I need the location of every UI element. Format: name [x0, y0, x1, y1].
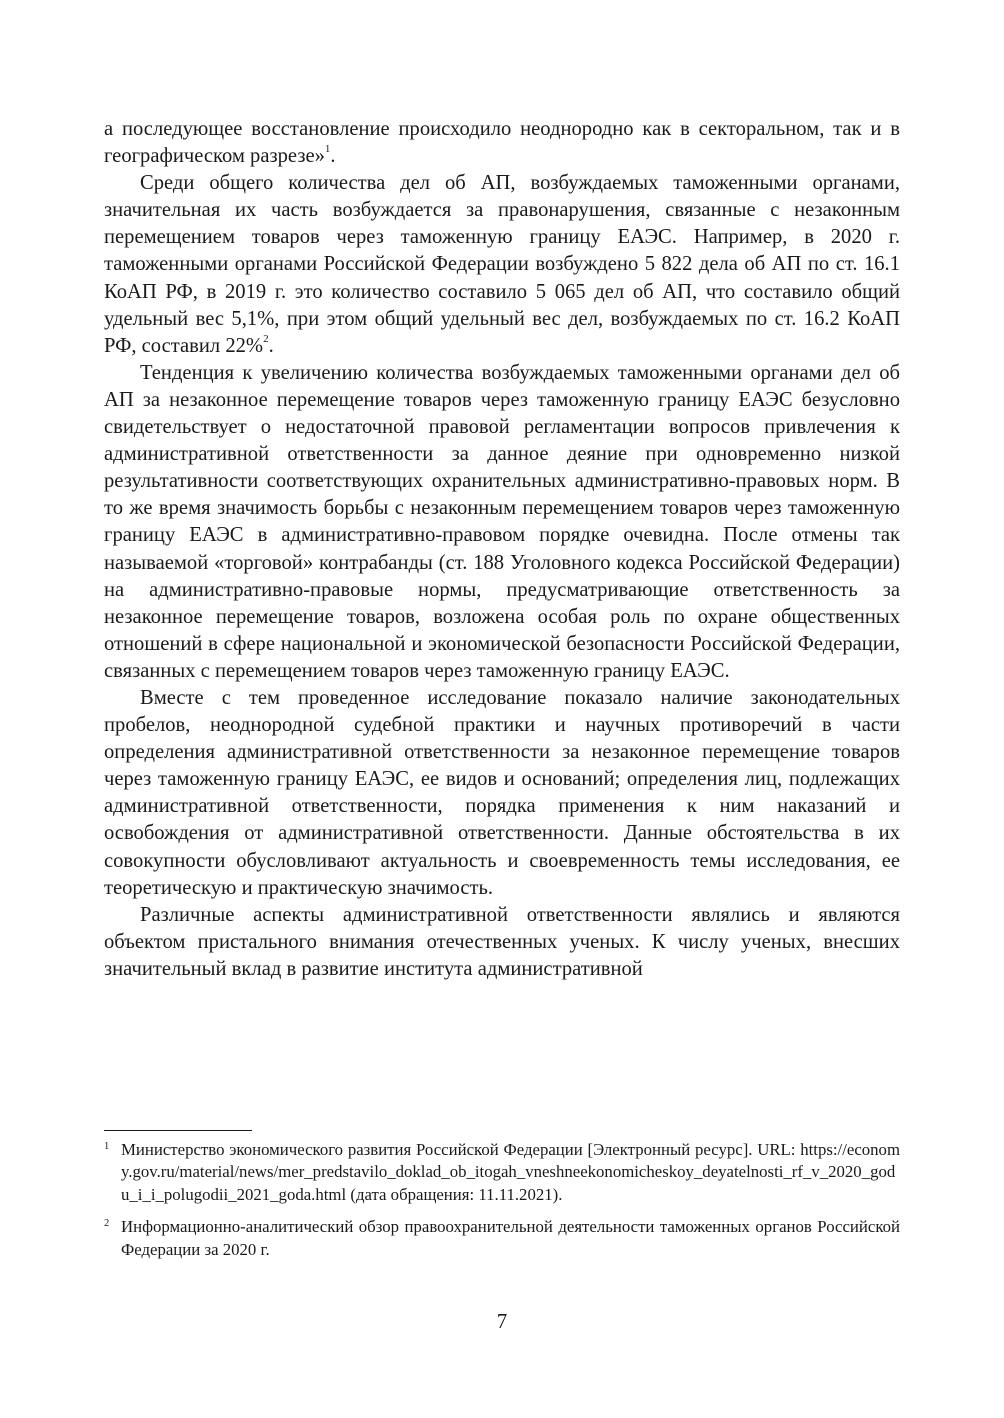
footnote-ref-1: 1 [324, 143, 331, 156]
paragraph-2-text: Среди общего количества дел об АП, возбуждаемых таможенными органами, значительная их часть возбуждается за правонарушения, связанные с незаконным перемещением товаров через таможенную границу ЕАЭС. Например, в 2020 г. таможенными органами Российской Федерации возбуждено 5 822 дела об АП по ст. 16.1 КоАП РФ, в 2019 г. это количество составило 5 065 дел об АП, что составило общий удельный вес 5,1%, при этом общий удельный вес дел, возбуждаемых по ст. 16.2 КоАП РФ, составил 22% [104, 172, 900, 357]
footnote-2-text: Информационно-аналитический обзор правоохранительной деятельности таможенных органов Российской Федерации за 2020 г. [121, 1217, 900, 1259]
footnotes [104, 1139, 900, 1271]
paragraph-1-end: . [330, 145, 336, 168]
footnote-1-url: https://economy.gov.ru/material/news/mer_predstavilo_doklad_ob_itogah_vneshneekonomicheskoy_deyatelnosti_rf_v_2020_godu_i_i_polugodii_2021_goda.html [121, 1140, 900, 1204]
body-text [104, 116, 900, 983]
footnote-1-text: Министерство экономического развития Российской Федерации [Электронный ресурс]. URL: [121, 1140, 801, 1159]
paragraph-2 [104, 170, 900, 360]
paragraph-2-end: . [268, 334, 274, 357]
paragraph-5: Различные аспекты административной ответственности являлись и являются объектом пристального внимания отечественных ученых. К числу ученых, внесших значительный вклад в развитие института административной [104, 903, 900, 980]
footnote-2 [104, 1216, 900, 1261]
paragraph-4: Вместе с тем проведенное исследование показало наличие законодательных пробелов, неоднородной судебной практики и научных противоречий в части определения административной ответственности за незаконное перемещение товаров через таможенную границу ЕАЭС, ее видов и оснований; определения лиц, подлежащих административной ответственности, порядка применения к ним наказаний и освобождения от административной ответственности. Данные обстоятельства в их совокупности обусловливают актуальность и своевременность темы исследования, ее теоретическую и практическую значимость. [104, 686, 900, 899]
footnote-1-mark: 1 [104, 1141, 110, 1152]
footnote-divider [104, 1130, 252, 1131]
footnote-ref-2: 2 [263, 332, 269, 345]
page-number: 7 [496, 1311, 508, 1333]
footnote-1 [104, 1139, 900, 1206]
paragraph-1 [104, 116, 900, 170]
paragraph-1-text: а последующее восстановление происходило неоднородно как в секторальном, так и в географическом разрезе» [104, 118, 900, 168]
footnote-1-date: (дата обращения: 11.11.2021). [346, 1184, 563, 1204]
paragraph-3: Тенденция к увеличению количества возбуждаемых таможенными органами дел об АП за незаконное перемещение товаров через таможенную границу ЕАЭС безусловно свидетельствует о недостаточной правовой регламентации вопросов привлечения к административной ответственности за данное деяние при одновременно низкой результативности соответствующих охранительных административно-правовых норм. В то же время значимость борьбы с незаконным перемещением товаров через таможенную границу ЕАЭС в административно-правовом порядке очевидна. После отмены так называемой «торговой» контрабанды (ст. 188 Уголовного кодекса Российской Федерации) на административно-правовые нормы, предусматривающие ответственность за незаконное перемещение товаров, возложена особая роль по охране общественных отношений в сфере национальной и экономической безопасности Российской Федерации, связанных с перемещением товаров через таможенную границу ЕАЭС. [104, 361, 900, 682]
footnote-2-mark: 2 [104, 1218, 110, 1230]
